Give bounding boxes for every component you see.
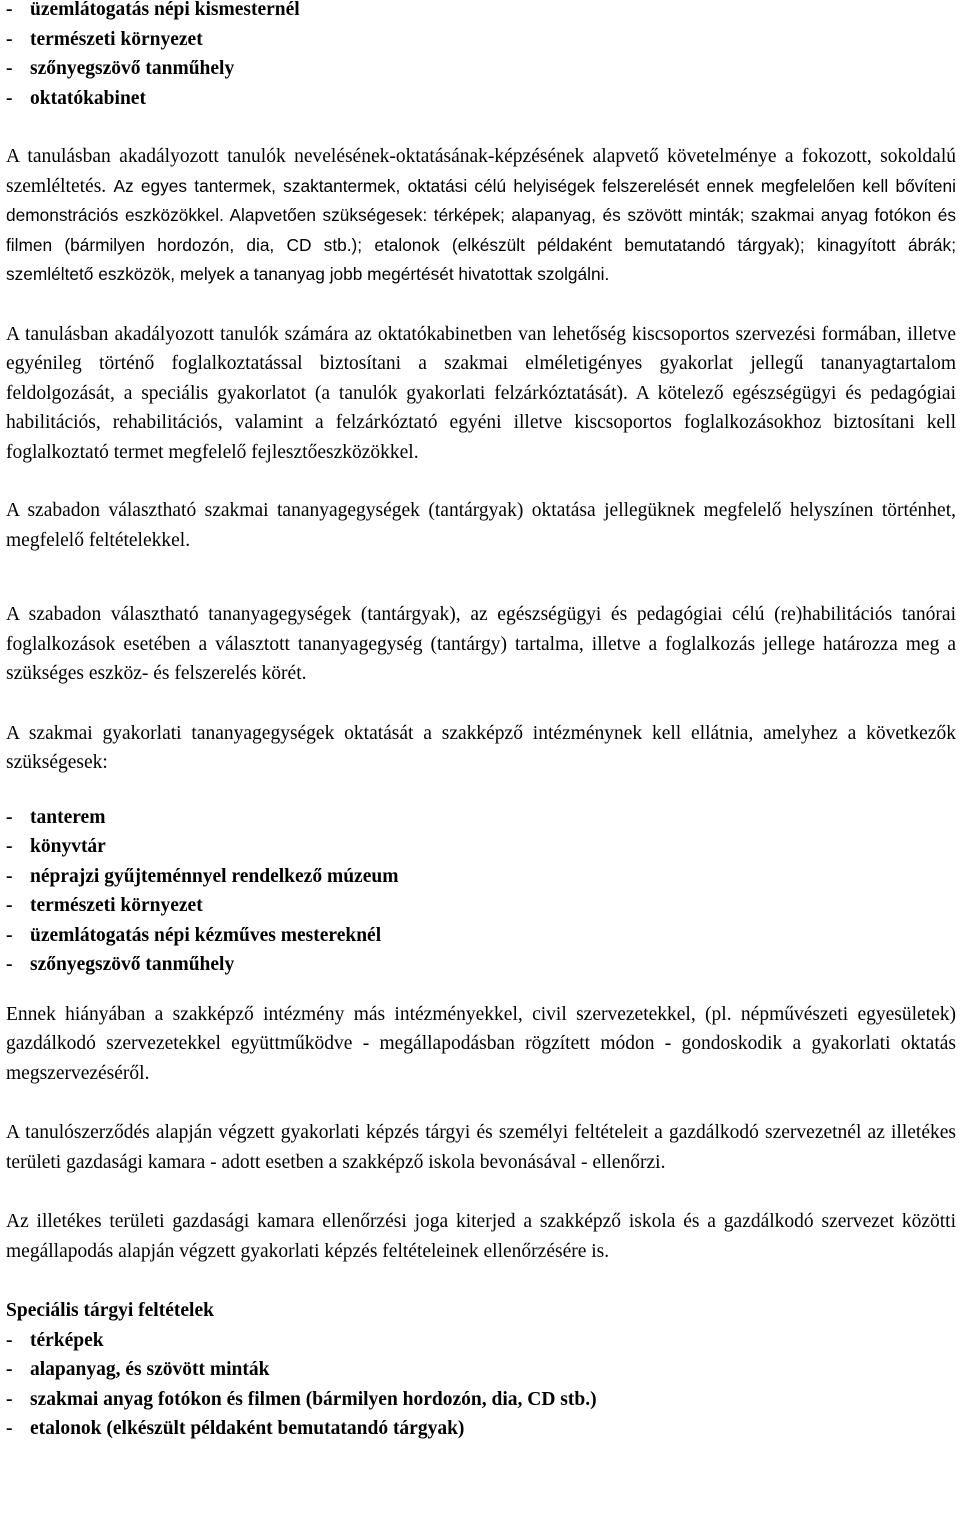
list-item: - könyvtár (30, 832, 956, 862)
list-item: - természeti környezet (30, 25, 956, 55)
paragraph-text: A tanulásban akadályozott tanulók számára az oktatókabinetben van lehetőség kiscsoportos szervezési formában, illetve egyénileg történő foglalkoztatással biztosítani a szakmai elméletigényes gyakorlat jellegű tananyagtartalom feldolgozását, a speciális gyakorlatot (a tanulók gyakorlati felzárkóztatását). (6, 323, 956, 404)
paragraph-absence: Ennek hiányában a szakképző intézmény más intézményekkel, civil szervezetekkel, (pl. népművészeti egyesületek) gazdálkodó szervezetekkel együttműködve - megállapodásban rögzített módon - gondoskodik a gyakorlati oktatás megszervezéséről. (6, 1003, 956, 1084)
list-item: - üzemlátogatás népi kézműves mestereknél (30, 921, 956, 951)
paragraph-text: A kötelező egészségügyi és pedagógiai habilitációs, rehabilitációs, valamint a felzárkóztató egyéni illetve kiscsoportos foglalkozásokhoz biztosítani kell foglalkoztató termet megfelelő fejlesztőeszközökkel. (6, 382, 956, 463)
special-heading: Speciális tárgyi feltételek (6, 1300, 214, 1321)
paragraph-practical: A szakmai gyakorlati tananyagegységek oktatását a szakképző intézménynek kell ellátnia, amelyhez a következők szükségesek: (6, 722, 956, 773)
list-item: - üzemlátogatás népi kismesternél (30, 0, 956, 25)
paragraph-illustration (6, 142, 956, 290)
paragraph-cabinet (6, 320, 956, 468)
paragraph-text: A tanulásban akadályozott tanulók nevelésének-oktatásának-képzésének alapvető követelménye a fokozott, sokoldalú szemléltetés. (6, 146, 956, 197)
list-item: - tanterem (30, 803, 956, 833)
list-item: - szőnyegszövő tanműhely (30, 54, 956, 84)
list-item: - alapanyag, és szövött minták (30, 1355, 956, 1385)
paragraph-electives: A szabadon választható szakmai tananyagegységek (tantárgyak) oktatása jellegüknek megfelelő helyszínen történhet, megfelelő feltételekkel. (6, 500, 956, 551)
paragraph-text: Az egyes tantermek, szaktantermek, oktatási célú helyiségek felszerelését ennek megfelelően kell bővíteni demonstrációs eszközökkel. Alapvetően szükségesek: térképek; alapanyag, és szövött minták; szakmai anyag fotókon és filmen (bármilyen hordozón, dia, CD stb.); etalonok (elkészült példaként bemutatandó tárgyak); kinagyított ábrák; szemléltető eszközök, melyek a tananyag jobb megértését hivatottak szolgálni. (6, 175, 956, 284)
paragraph-chamber: Az illetékes területi gazdasági kamara ellenőrzési joga kiterjed a szakképző iskola és a gazdálkodó szervezet közötti megállapodás alapján végzett gyakorlati képzés feltételeinek ellenőrzésére is. (6, 1211, 956, 1262)
paragraph-contract: A tanulószerződés alapján végzett gyakorlati képzés tárgyi és személyi feltételeit a gazdálkodó szervezetnél az illetékes területi gazdasági kamara - adott esetben a szakképző iskola bevonásával - ellenőrzi. (6, 1122, 956, 1173)
list-item: - természeti környezet (30, 891, 956, 921)
special-list (6, 1326, 956, 1444)
document-page (6, 0, 956, 1444)
middle-list (6, 803, 956, 980)
list-item: - szakmai anyag fotókon és filmen (bármilyen hordozón, dia, CD stb.) (30, 1385, 956, 1415)
top-list (6, 0, 956, 113)
list-item: - néprajzi gyűjteménnyel rendelkező múzeum (30, 862, 956, 892)
list-item: - oktatókabinet (30, 84, 956, 114)
list-item: - etalonok (elkészült példaként bemutatandó tárgyak) (30, 1414, 956, 1444)
paragraph-elective-equipment: A szabadon választható tananyagegységek (tantárgyak), az egészségügyi és pedagógiai célú (re)habilitációs tanórai foglalkozások esetében a választott tananyagegység (tantárgy) tartalma, illetve a foglalkozás jellege határozza meg a szükséges eszköz- és felszerelés körét. (6, 604, 956, 684)
list-item: - térképek (30, 1326, 956, 1356)
list-item: - szőnyegszövő tanműhely (30, 950, 956, 980)
